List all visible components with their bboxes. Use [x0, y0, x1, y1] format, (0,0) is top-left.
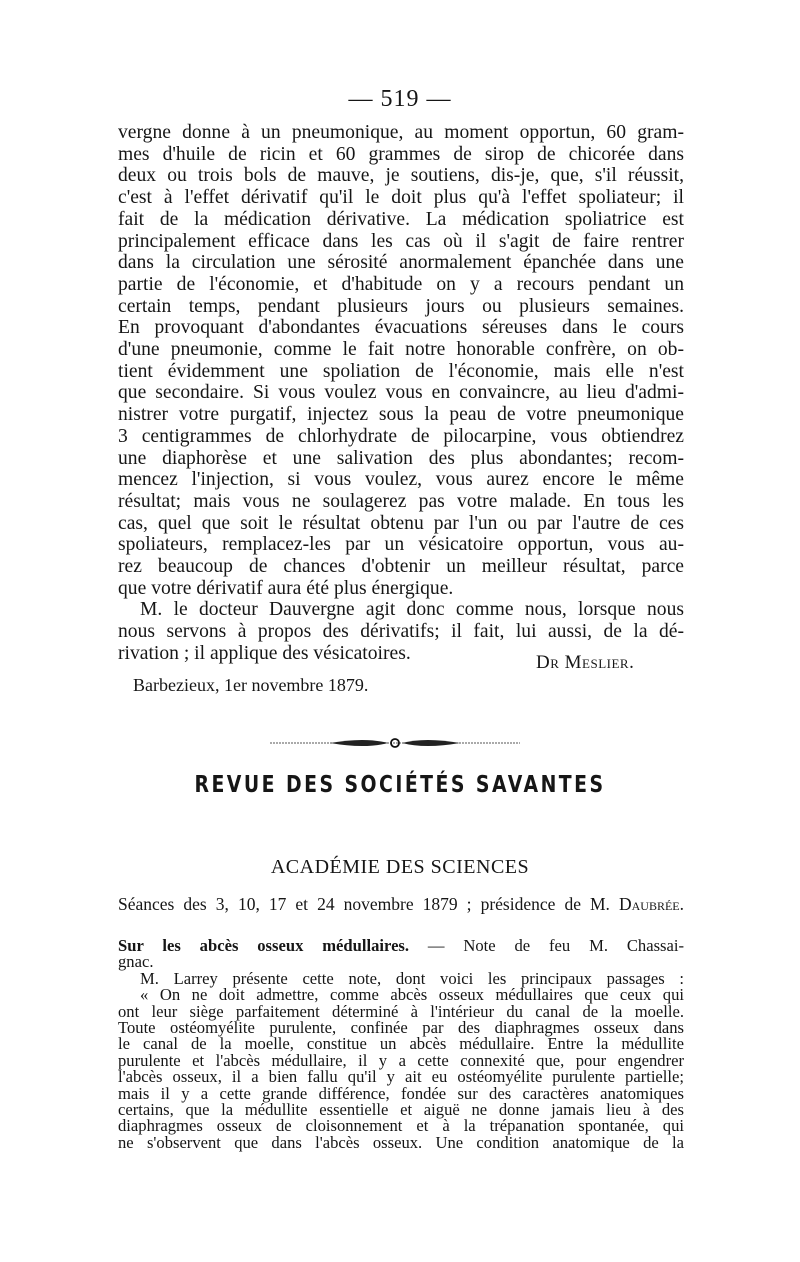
text-line: d'une pneumonie, comme le fait notre honorable confrère, on ob-	[118, 339, 684, 361]
text-line: le canal de la moelle, constitue un abcès médullaire. Entre la médullite	[118, 1034, 684, 1054]
text-line: purulente et l'abcès médullaire, il y a cette connexité que, pour engendrer	[118, 1050, 684, 1070]
text-line: deux ou trois bols de mauve, je soutiens, dis-je, que, s'il réussit,	[118, 165, 684, 187]
article-note: — Note de feu M. Chassai-	[427, 936, 684, 955]
text-line: rez beaucoup de chances d'obtenir un meilleur résultat, parce	[118, 556, 684, 578]
seances-president: Daubrée.	[618, 894, 684, 914]
text-line: 3 centigrammes de chlorhydrate de pilocarpine, vous obtiendrez	[118, 425, 684, 447]
paragraph-derivatif	[118, 122, 684, 665]
text-line: « On ne doit admettre, comme abcès osseux médullaires que ceux qui	[140, 985, 684, 1005]
text-line: fait de la médication dérivative. La médication spoliatrice est	[118, 208, 684, 230]
text-line: mais il y a cette grande différence, fondée sur des caractères anatomiques	[118, 1083, 684, 1103]
text-line: mes d'huile de ricin et 60 grammes de sirop de chicorée dans	[118, 143, 684, 165]
text-line: mencez l'injection, si vous voulez, vous aurez encore le même	[118, 469, 684, 491]
text-line: partie de l'économie, et d'habitude on y a recours pendant un	[118, 273, 684, 295]
text-line: nous servons à propos des dérivatifs; il fait, lui aussi, de la dé-	[118, 621, 684, 643]
text-line: certain temps, pendant plusieurs jours ou plusieurs semaines.	[118, 295, 684, 317]
text-line: certains, que la médullite essentielle et aiguë ne donne jamais lieu à des	[118, 1100, 684, 1120]
text-line: nistrer votre purgatif, injectez sous la peau de votre pneumonique	[118, 404, 684, 426]
text-line: rivation ; il applique des vésicatoires.	[118, 642, 411, 664]
article-title: Sur les abcès osseux médullaires.	[118, 936, 410, 955]
section-title: REVUE DES SOCIÉTÉS SAVANTES	[194, 772, 606, 798]
page-number: — 519 —	[348, 86, 452, 112]
signature-place: Barbezieux, 1er novembre 1879.	[133, 675, 369, 695]
text-line: spoliateurs, remplacez-les par un vésicatoire opportun, vous au-	[118, 534, 684, 556]
text-line: En provoquant d'abondantes évacuations séreuses dans le cours	[118, 317, 684, 339]
text-line: diaphragmes osseux de cloisonnement et à la trépanation spontanée, qui	[118, 1116, 684, 1136]
text-line: M. Larrey présente cette note, dont voici les principaux passages :	[140, 968, 684, 988]
text-line: vergne donne à un pneumonique, au moment opportun, 60 gram-	[118, 122, 684, 143]
text-line: que votre dérivatif aura été plus énergique.	[118, 577, 454, 599]
text-line: dans la circulation une sérosité anormalement épanchée dans une	[118, 252, 684, 274]
section-divider-ornament	[270, 735, 520, 751]
text-line: tient évidemment une spoliation de l'économie, mais elle n'est	[118, 360, 684, 382]
text-line: Toute ostéomyélite purulente, confinée par des diaphragmes osseux dans	[118, 1018, 684, 1038]
article-heading-line	[118, 938, 684, 954]
text-line: gnac.	[118, 952, 154, 972]
text-line: résultat; mais vous ne soulagerez pas votre malade. En tous les	[118, 490, 684, 512]
article-abces	[118, 938, 684, 1151]
text-line: cas, quel que soit le résultat obtenu par l'un ou par l'autre de ces	[118, 512, 684, 534]
text-line: une diaphorèse et une salivation des plus abondantes; recom-	[118, 447, 684, 469]
seances-line	[118, 894, 684, 915]
text-line: c'est à l'effet dérivatif qu'il le doit plus qu'à l'effet spoliateur; il	[118, 187, 684, 209]
seances-text: Séances des 3, 10, 17 et 24 novembre 1879 ; présidence de M.	[118, 894, 610, 914]
text-line: ne s'observent que dans l'abcès osseux. Une condition anatomique de la	[118, 1132, 684, 1152]
text-line: M. le docteur Dauvergne agit donc comme nous, lorsque nous	[140, 599, 684, 621]
text-line: que secondaire. Si vous voulez vous en convaincre, au lieu d'admi-	[118, 382, 684, 404]
text-line: ont leur siège parfaitement déterminé à l'intérieur du canal de la moelle.	[118, 1001, 684, 1021]
signature-name: Dr Meslier.	[536, 652, 635, 673]
academy-title: ACADÉMIE DES SCIENCES	[270, 856, 530, 878]
text-line: l'abcès osseux, il a bien fallu qu'il y ait eu ostéomyélite purulente partielle;	[118, 1067, 684, 1087]
text-line: principalement efficace dans les cas où il s'agit de faire rentrer	[118, 230, 684, 252]
